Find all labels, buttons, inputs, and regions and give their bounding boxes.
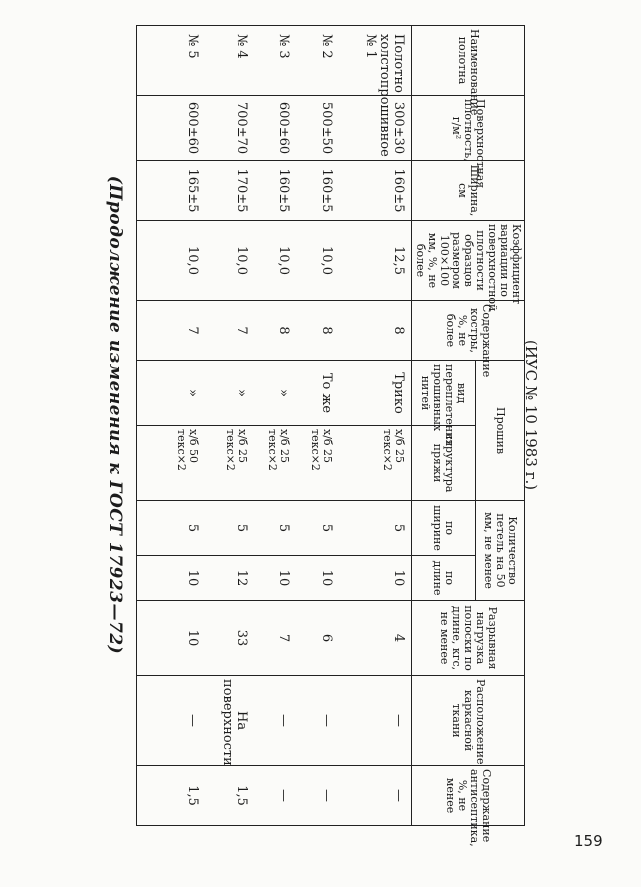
page-number: 159 — [574, 832, 603, 850]
cell-density: 500±50 — [292, 96, 335, 161]
cell-petli-dl: 10 — [250, 556, 293, 601]
cell-width: 160±5 — [250, 161, 293, 221]
cell-name: Полотно холстопрошивное № 1 — [335, 26, 412, 96]
page-heading: (Продолжение изменения к ГОСТ 17923—72) — [105, 175, 125, 655]
cell-petli-shir: 5 — [137, 501, 202, 556]
cell-coef: 12,5 — [335, 221, 412, 301]
header-layout: Расположение каркасной ткани — [412, 676, 525, 766]
cell-kostra: 8 — [335, 301, 412, 361]
header-proshiv-vid: вид переплетения прошивных нитей — [412, 361, 476, 426]
header-petli-shir: по ширине — [412, 501, 476, 556]
cell-coef: 10,0 — [137, 221, 202, 301]
header-petli-dl: по длине — [412, 556, 476, 601]
cell-petli-shir: 5 — [335, 501, 412, 556]
cell-petli-shir: 5 — [250, 501, 293, 556]
header-kostra: Содержание костры, %, не более — [412, 301, 525, 361]
cell-name: № 4 — [201, 26, 250, 96]
table-row — [250, 26, 293, 826]
cell-load: 33 — [201, 601, 250, 676]
cell-vid: » — [137, 361, 202, 426]
cell-petli-shir: 5 — [292, 501, 335, 556]
amendment-reference: (ИУС № 10 1983 г.) — [522, 339, 540, 491]
cell-density: 300±30 — [335, 96, 412, 161]
cell-petli-shir: 5 — [201, 501, 250, 556]
cell-density: 600±60 — [250, 96, 293, 161]
cell-coef: 10,0 — [201, 221, 250, 301]
specification-table — [136, 25, 525, 847]
cell-petli-dl: 12 — [201, 556, 250, 601]
header-petli: Количество петель на 50 мм, не менее — [475, 501, 524, 601]
cell-width: 160±5 — [335, 161, 412, 221]
cell-kostra: 7 — [137, 301, 202, 361]
header-load: Разрывная нагрузка полоски по длине, кгс, не менее — [412, 601, 525, 676]
cell-layout: — — [137, 676, 202, 766]
cell-width: 170±5 — [201, 161, 250, 221]
cell-vid: » — [201, 361, 250, 426]
cell-coef: 10,0 — [250, 221, 293, 301]
cell-petli-dl: 10 — [137, 556, 202, 601]
cell-load: 6 — [292, 601, 335, 676]
cell-vid: Трико — [335, 361, 412, 426]
cell-petli-dl: 10 — [292, 556, 335, 601]
cell-struct: х/б 25 текс×2 — [201, 426, 250, 501]
cell-width: 160±5 — [292, 161, 335, 221]
cell-kostra: 8 — [250, 301, 293, 361]
header-row — [475, 26, 524, 826]
cell-petli-dl: 10 — [335, 556, 412, 601]
cell-antisept: 1,5 — [137, 766, 202, 826]
cell-antisept: — — [292, 766, 335, 826]
cell-struct: х/б 50 текс×2 — [137, 426, 202, 501]
cell-load: 7 — [250, 601, 293, 676]
cell-vid: То же — [292, 361, 335, 426]
header-proshiv-struct: структура пряжи — [412, 426, 476, 501]
header-name: Наименование полотна — [412, 26, 525, 96]
header-antisept: Содержание антисептика, %, не менее — [412, 766, 525, 826]
cell-antisept: 1,5 — [201, 766, 250, 826]
cell-antisept: — — [250, 766, 293, 826]
cell-width: 165±5 — [137, 161, 202, 221]
cell-kostra: 7 — [201, 301, 250, 361]
cell-name: № 5 — [137, 26, 202, 96]
cell-antisept: — — [335, 766, 412, 826]
cell-load: 4 — [335, 601, 412, 676]
rotated-content — [85, 25, 540, 847]
cell-coef: 10,0 — [292, 221, 335, 301]
cell-struct: х/б 25 текс×2 — [292, 426, 335, 501]
table-row — [137, 26, 202, 826]
header-width: Ширина, см — [412, 161, 525, 221]
cell-density: 700±70 — [201, 96, 250, 161]
table-row — [292, 26, 335, 826]
cell-layout: — — [335, 676, 412, 766]
cell-load: 10 — [137, 601, 202, 676]
cell-layout: — — [292, 676, 335, 766]
cell-name: № 2 — [292, 26, 335, 96]
cell-struct: х/б 25 текс×2 — [335, 426, 412, 501]
cell-struct: х/б 25 текс×2 — [250, 426, 293, 501]
header-density: Поверхностная плотность, г/м² — [412, 96, 525, 161]
table-row — [201, 26, 250, 826]
header-proshiv: Прошив — [475, 361, 524, 501]
header-coef: Коэффициент вариации по поверхностной плотности образцов размером 100×100 мм, %, не более — [412, 221, 525, 301]
cell-layout: — — [250, 676, 293, 766]
cell-density: 600±60 — [137, 96, 202, 161]
cell-vid: » — [250, 361, 293, 426]
cell-layout: На поверхности — [201, 676, 250, 766]
cell-kostra: 8 — [292, 301, 335, 361]
cell-name: № 3 — [250, 26, 293, 96]
table-row — [335, 26, 412, 826]
